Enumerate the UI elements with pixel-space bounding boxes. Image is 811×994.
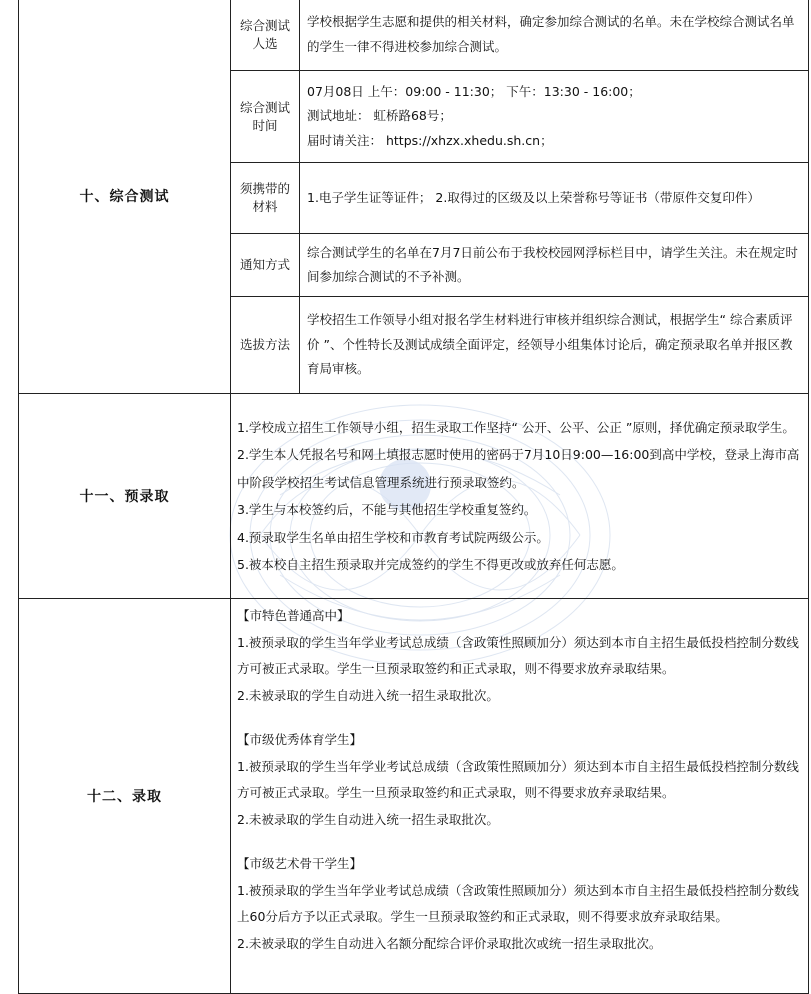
section-title: 十一、预录取 <box>19 394 231 599</box>
admission-table <box>18 0 809 994</box>
row-content <box>300 0 809 71</box>
row-label: 综合测试时间 <box>231 71 300 163</box>
group-heading: 【市级艺术骨干学生】 <box>237 856 363 871</box>
content-line: 5.被本校自主招生预录取并完成签约的学生不得更改或放弃任何志愿。 <box>237 557 624 572</box>
content-line: 3.学生与本校签约后，不能与其他招生学校重复签约。 <box>237 502 537 517</box>
row-content <box>300 71 809 163</box>
content-line: 1.被预录取的学生当年学业考试总成绩（含政策性照顾加分）须达到本市自主招生最低投档控制分数线上60分后方予以正式录取。学生一旦预录取签约和正式录取，则不得要求放弃录取结果。 <box>237 882 799 924</box>
group-heading: 【市特色普通高中】 <box>237 608 350 623</box>
content-line: 1.学校成立招生工作领导小组，招生录取工作坚持“ 公开、公平、公正 ”原则，择优确定预录取学生。 <box>237 419 795 435</box>
content-line: 07月08日 上午：09:00 - 11:30； 下午：13:30 - 16:00； <box>307 83 641 99</box>
content-line: 2.未被录取的学生自动进入统一招生录取批次。 <box>237 687 499 703</box>
content-line: 4.预录取学生名单由招生学校和市教育考试院两级公示。 <box>237 529 549 545</box>
section-title: 十二、录取 <box>19 599 231 994</box>
content-line: 测试地址： 虹桥路68号； <box>307 108 452 124</box>
table-row <box>19 599 809 994</box>
content-line: 1.电子学生证等证件； 2.取得过的区级及以上荣誉称号等证书（带原件交复印件） <box>307 189 760 205</box>
section-content <box>231 394 809 599</box>
content-line: 学校根据学生志愿和提供的相关材料，确定参加综合测试的名单。未在学校综合测试名单的学生一律不得进校参加综合测试。 <box>307 14 795 54</box>
group-heading: 【市级优秀体育学生】 <box>237 732 363 747</box>
content-line: 学校招生工作领导小组对报名学生材料进行审核并组织综合测试，根据学生“ 综合素质评价 ”、个性特长及测试成绩全面评定，经领导小组集体讨论后，确定预录取名单并报区教育局审核。 <box>307 312 793 377</box>
content-line: 届时请关注： https://xhzx.xhedu.sh.cn； <box>307 132 553 148</box>
table-row <box>19 0 809 71</box>
row-label: 须携带的材料 <box>231 163 300 234</box>
row-content <box>300 163 809 234</box>
content-line: 2.未被录取的学生自动进入统一招生录取批次。 <box>237 811 499 827</box>
content-line: 1.被预录取的学生当年学业考试总成绩（含政策性照顾加分）须达到本市自主招生最低投档控制分数线方可被正式录取。学生一旦预录取签约和正式录取，则不得要求放弃录取结果。 <box>237 758 799 800</box>
row-label: 综合测试人选 <box>231 0 300 71</box>
row-label: 通知方式 <box>231 234 300 297</box>
content-line: 1.被预录取的学生当年学业考试总成绩（含政策性照顾加分）须达到本市自主招生最低投档控制分数线方可被正式录取。学生一旦预录取签约和正式录取，则不得要求放弃录取结果。 <box>237 634 799 676</box>
table-row <box>19 394 809 599</box>
section-content <box>231 599 809 994</box>
content-line: 2.学生本人凭报名号和网上填报志愿时使用的密码于7月10日9:00—16:00到高中学校，登录上海市高中阶段学校招生考试信息管理系统进行预录取签约。 <box>237 447 800 490</box>
row-content <box>300 234 809 297</box>
content-line: 2.未被录取的学生自动进入名额分配综合评价录取批次或统一招生录取批次。 <box>237 935 662 951</box>
row-label: 选拔方法 <box>231 297 300 394</box>
content-line: 综合测试学生的名单在7月7日前公布于我校校园网浮标栏目中，请学生关注。未在规定时间参加综合测试的不予补测。 <box>307 244 798 284</box>
row-content <box>300 297 809 394</box>
section-title: 十、综合测试 <box>19 0 231 394</box>
